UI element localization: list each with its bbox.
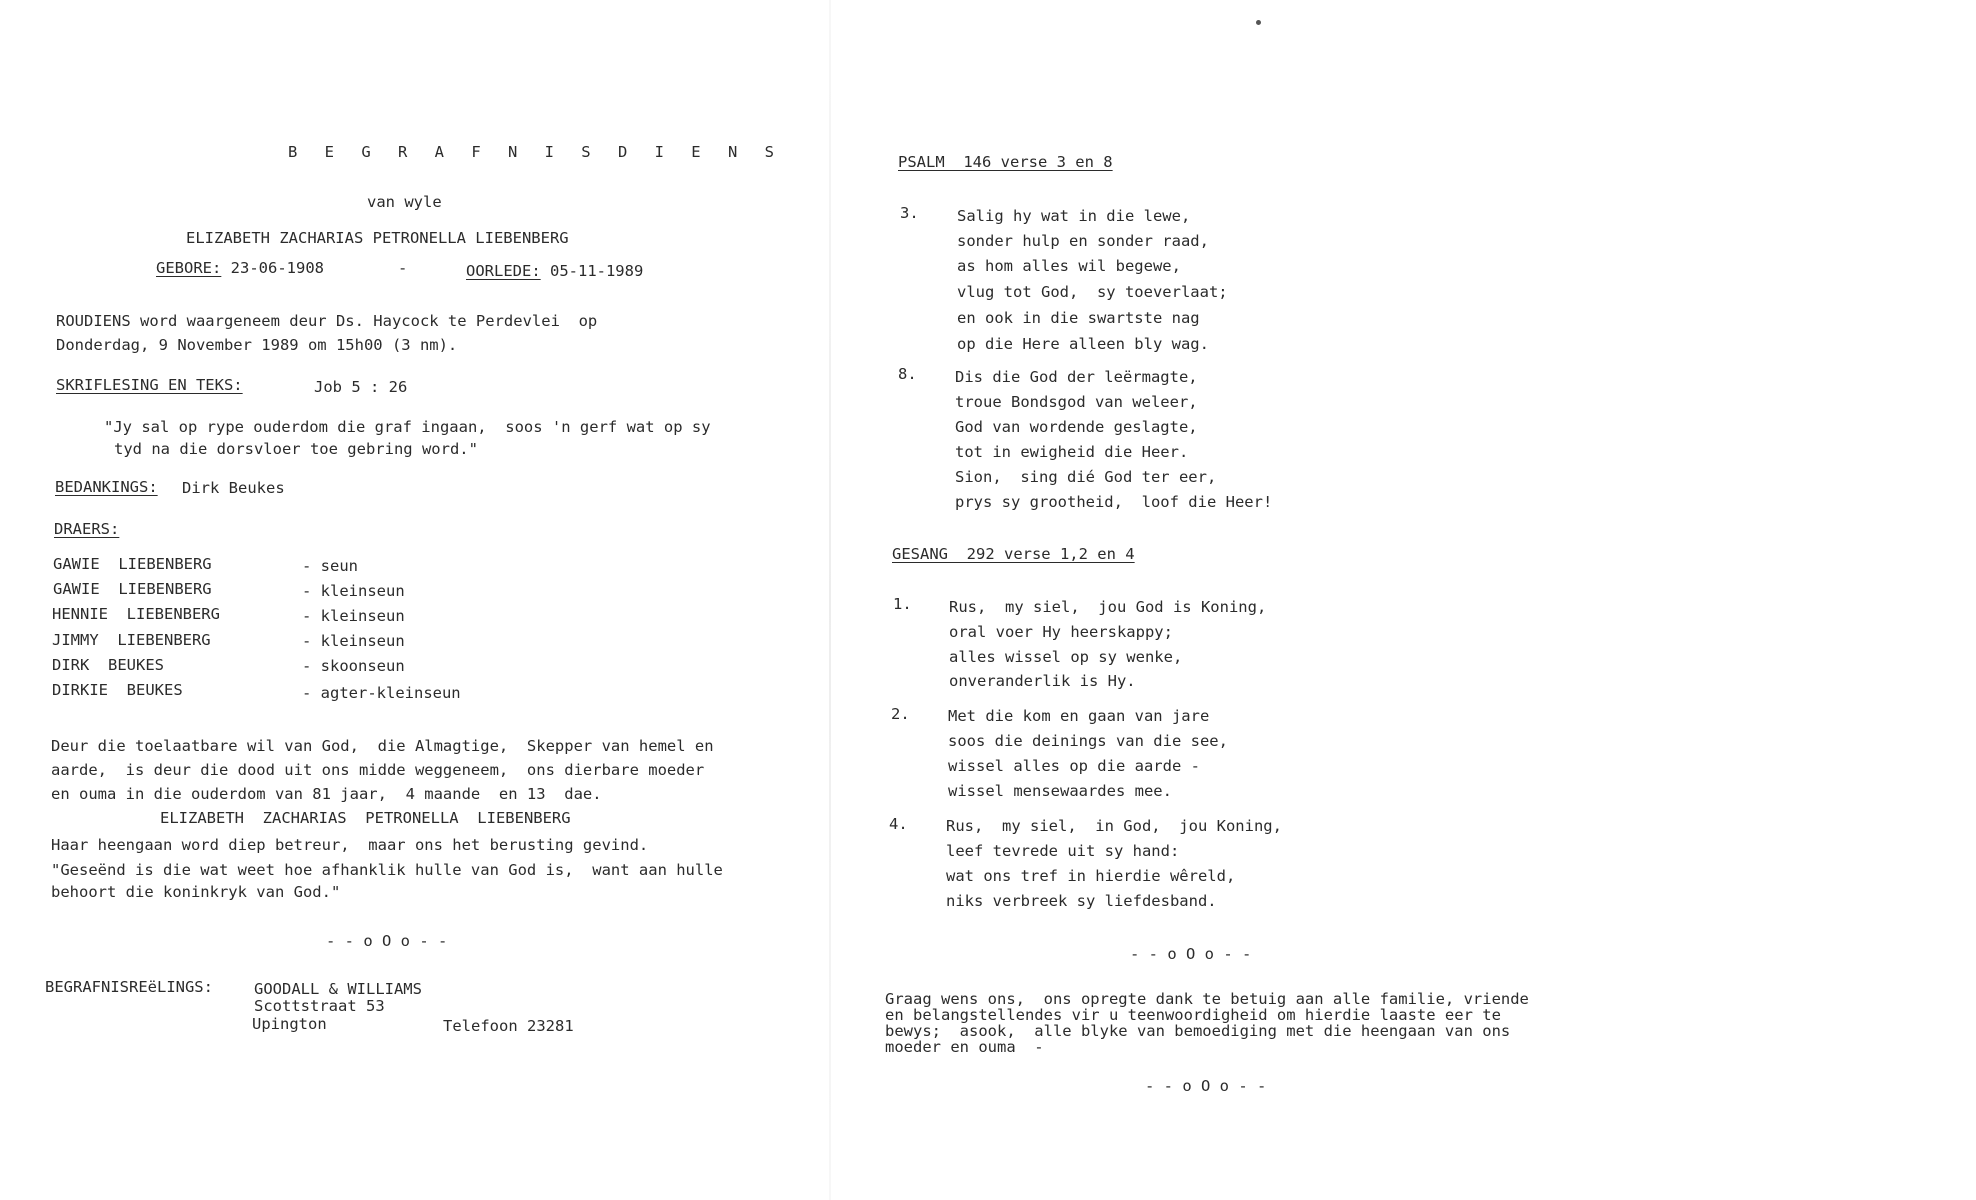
- undertaker-street: Scottstraat 53: [254, 997, 385, 1015]
- oorlede-label: OORLEDE:: [466, 262, 541, 280]
- right-page: [830, 0, 1976, 1200]
- bearer-relation: - seun: [302, 557, 358, 575]
- verse-line: Rus, my siel, jou God is Koning,: [949, 598, 1267, 616]
- bearer-relation: - kleinseun: [302, 582, 405, 600]
- speck: [1256, 20, 1261, 25]
- separator: - - o O o - -: [1145, 1077, 1267, 1095]
- verse-line: oral voer Hy heerskappy;: [949, 623, 1173, 641]
- verse-line: Met die kom en gaan van jare: [948, 707, 1210, 725]
- verse-number: 3.: [900, 204, 919, 222]
- verse-line: wissel mensewaardes mee.: [948, 782, 1172, 800]
- notice-line-5: "Geseënd is die wat weet hoe afhanklik hulle van God is, want aan hulle: [51, 861, 723, 879]
- undertaker-name: GOODALL & WILLIAMS: [254, 980, 422, 998]
- notice-line-6: behoort die koninkryk van God.": [51, 883, 341, 901]
- thanks-line-2: en belangstellendes vir u teenwoordigheid om hierdie laaste eer te: [885, 1006, 1501, 1024]
- scripture-line-1: "Jy sal op rype ouderdom die graf ingaan, soos 'n gerf wat op sy: [104, 418, 711, 436]
- bearer-relation: - skoonseun: [302, 657, 405, 675]
- bearer-relation: - agter-kleinseun: [302, 684, 461, 702]
- verse-line: troue Bondsgod van weleer,: [955, 393, 1198, 411]
- verse-line: tot in ewigheid die Heer.: [955, 443, 1189, 461]
- service-line-1: ROUDIENS word waargeneem deur Ds. Haycock te Perdevlei op: [56, 312, 598, 330]
- gesang-heading: GESANG 292 verse 1,2 en 4: [892, 545, 1135, 563]
- verse-line: op die Here alleen bly wag.: [957, 335, 1209, 353]
- verse-line: prys sy grootheid, loof die Heer!: [955, 493, 1273, 511]
- verse-line: en ook in die swartste nag: [957, 309, 1200, 327]
- thanks-line-1: Graag wens ons, ons opregte dank te betuig aan alle familie, vriende: [885, 990, 1529, 1008]
- notice-line-1: Deur die toelaatbare wil van God, die Almagtige, Skepper van hemel en: [51, 737, 714, 755]
- verse-line: Sion, sing dié God ter eer,: [955, 468, 1217, 486]
- verse-line: wat ons tref in hierdie wêreld,: [946, 867, 1236, 885]
- scripture-line-2: tyd na die dorsvloer toe gebring word.": [114, 440, 478, 458]
- oorlede-value: 05-11-1989: [540, 262, 644, 280]
- verse-line: leef tevrede uit sy hand:: [946, 842, 1180, 860]
- verse-line: niks verbreek sy liefdesband.: [946, 892, 1217, 910]
- bedankings-value: Dirk Beukes: [182, 479, 285, 497]
- bearer-name: DIRK BEUKES: [52, 656, 164, 674]
- bearer-relation: - kleinseun: [302, 607, 405, 625]
- birth-date: [156, 259, 324, 277]
- thanks-line-3: bewys; asook, alle blyke van bemoediging met die heengaan van ons: [885, 1022, 1511, 1040]
- bearer-name: DIRKIE BEUKES: [52, 681, 183, 699]
- bearer-name: JIMMY LIEBENBERG: [52, 631, 211, 649]
- service-line-2: Donderdag, 9 November 1989 om 15h00 (3 nm).: [56, 336, 458, 354]
- verse-line: soos die deinings van die see,: [948, 732, 1228, 750]
- verse-number: 2.: [891, 705, 910, 723]
- psalm-heading: PSALM 146 verse 3 en 8: [898, 153, 1113, 171]
- verse-line: Rus, my siel, in God, jou Koning,: [946, 817, 1282, 835]
- skriflesing-label: SKRIFLESING EN TEKS:: [56, 376, 243, 394]
- verse-line: vlug tot God, sy toeverlaat;: [957, 283, 1228, 301]
- verse-line: God van wordende geslagte,: [955, 418, 1198, 436]
- page-title: B E G R A F N I S D I E N S: [288, 143, 783, 161]
- verse-line: wissel alles op die aarde -: [948, 757, 1200, 775]
- notice-line-4: Haar heengaan word diep betreur, maar ons het berusting gevind.: [51, 836, 649, 854]
- bedankings-label: BEDANKINGS:: [55, 478, 158, 496]
- verse-number: 4.: [889, 815, 908, 833]
- bearer-name: GAWIE LIEBENBERG: [53, 555, 212, 573]
- thanks-line-4: moeder en ouma -: [885, 1038, 1044, 1056]
- verse-line: onveranderlik is Hy.: [949, 672, 1136, 690]
- separator: - - o O o - -: [326, 932, 448, 950]
- verse-line: Salig hy wat in die lewe,: [957, 207, 1191, 225]
- notice-line-3: en ouma in die ouderdom van 81 jaar, 4 maande en 13 dae.: [51, 785, 602, 803]
- bearer-name: HENNIE LIEBENBERG: [52, 605, 220, 623]
- verse-line: Dis die God der leërmagte,: [955, 368, 1198, 386]
- van-wyle: van wyle: [367, 193, 442, 211]
- verse-line: sonder hulp en sonder raad,: [957, 232, 1209, 250]
- verse-number: 8.: [898, 365, 917, 383]
- death-date: [466, 262, 643, 280]
- reelings-label: BEGRAFNISREëLINGS:: [45, 978, 213, 996]
- undertaker-phone: Telefoon 23281: [443, 1017, 574, 1035]
- draers-label: DRAERS:: [54, 520, 120, 538]
- notice-line-2: aarde, is deur die dood uit ons midde weggeneem, ons dierbare moeder: [51, 761, 705, 779]
- gebore-value: 23-06-1908: [221, 259, 324, 277]
- date-dash: -: [398, 259, 408, 277]
- deceased-name: ELIZABETH ZACHARIAS PETRONELLA LIEBENBERG: [186, 229, 569, 247]
- verse-line: as hom alles wil begewe,: [957, 257, 1181, 275]
- skriflesing-reference: Job 5 : 26: [314, 378, 408, 396]
- bearer-name: GAWIE LIEBENBERG: [53, 580, 212, 598]
- verse-line: alles wissel op sy wenke,: [949, 648, 1183, 666]
- separator: - - o O o - -: [1130, 945, 1252, 963]
- notice-name: ELIZABETH ZACHARIAS PETRONELLA LIEBENBERG: [160, 809, 571, 827]
- left-page: [0, 0, 830, 1200]
- gebore-label: GEBORE:: [156, 259, 222, 277]
- undertaker-town: Upington: [252, 1015, 327, 1033]
- verse-number: 1.: [893, 595, 912, 613]
- bearer-relation: - kleinseun: [302, 632, 405, 650]
